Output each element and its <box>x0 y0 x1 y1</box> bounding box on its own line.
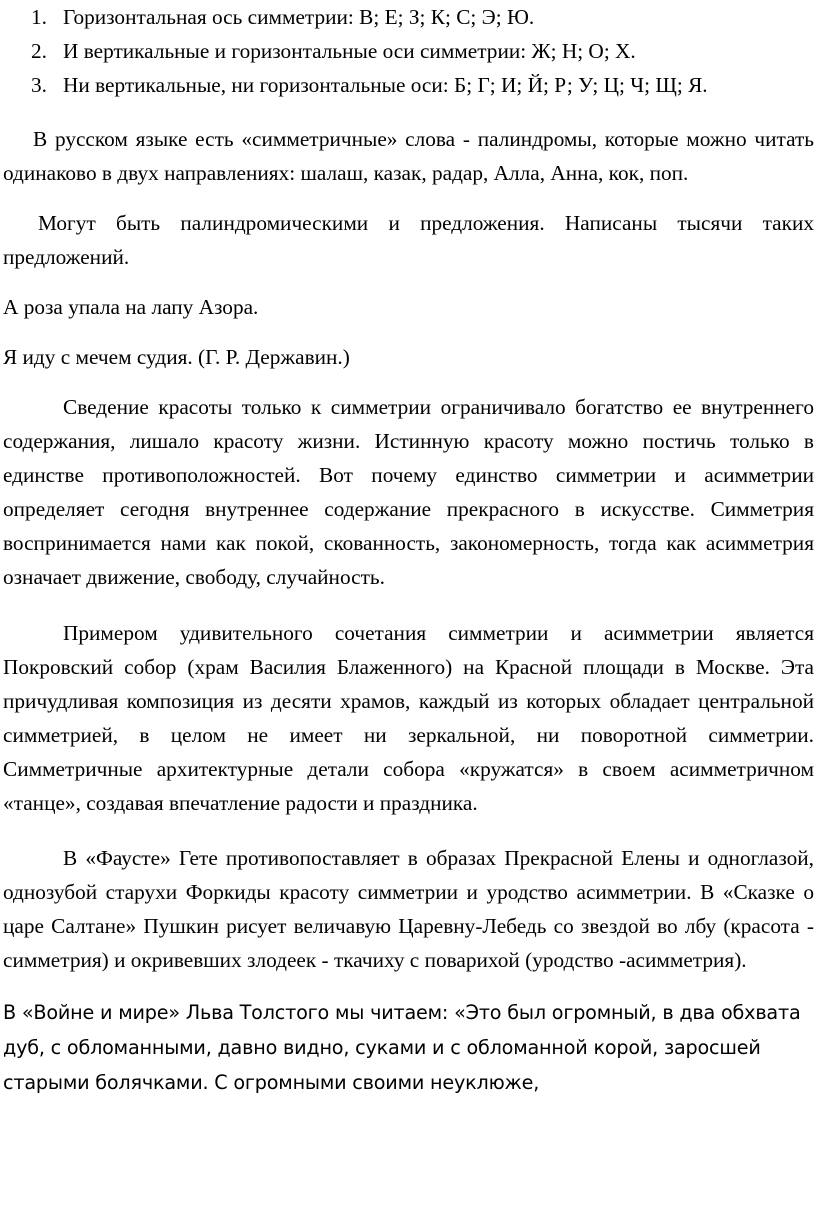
palindrome-sentences-paragraph: Могут быть палиндромическими и предложения. Написаны тысячи таких предложений. <box>3 211 814 269</box>
cathedral-paragraph: Примером удивительного сочетания симметрии и асимметрии является Покровский собор (храм Василия Блаженного) на Красной площади в Москве. Эта причудливая композиция из десяти храмов, каждый из которых обладает центральной симметрией, в целом не имеет ни зеркальной, ни поворотной симметрии. Симметричные архитектурные детали собора «кружатся» в своем асимметричном «танце», создавая впечатление радости и праздника. <box>3 621 814 815</box>
list-item-text: Горизонтальная ось симметрии: В; Е; З; К; С; Э; Ю. <box>63 5 535 29</box>
palindrome-example-2: Я иду с мечем судия. (Г. Р. Державин.) <box>3 345 350 369</box>
tolstoy-paragraph: В «Войне и мире» Льва Толстого мы читаем: «Это был огромный, в два обхвата дуб, с обломанными, давно видно, суками и с обломанной корой, заросшей старыми болячками. С огромными своими неуклюже, <box>3 1001 801 1094</box>
list-item-number: 1. <box>31 5 47 29</box>
list-item-number: 3. <box>31 73 47 97</box>
symmetry-axes-list <box>3 0 814 102</box>
list-item-text: И вертикальные и горизонтальные оси симметрии: Ж; Н; О; Х. <box>63 39 636 63</box>
beauty-symmetry-paragraph: Сведение красоты только к симметрии ограничивало богатство ее внутреннего содержания, лишало красоту жизни. Истинную красоту можно постичь только в единстве противоположностей. Вот почему единство симметрии и асимметрии определяет сегодня внутреннее содержание прекрасного в искусстве. Симметрия воспринимается нами как покой, скованность, закономерность, тогда как асимметрия означает движение, свободу, случайность. <box>3 395 814 589</box>
list-item-number: 2. <box>31 39 47 63</box>
faust-paragraph: В «Фаусте» Гете противопоставляет в образах Прекрасной Елены и одноглазой, однозубой старухи Форкиды красоту симметрии и уродство асимметрии. В «Сказке о царе Салтане» Пушкин рисует величавую Царевну-Лебедь со звездой во лбу (красота - симметрия) и окривевших злодеек - ткачиху с поварихой (уродство -асимметрия). <box>3 846 814 972</box>
list-item <box>31 0 814 34</box>
list-item <box>31 68 814 102</box>
list-item <box>31 34 814 68</box>
palindrome-words-paragraph: В русском языке есть «симметричные» слова - палиндромы, которые можно читать одинаково в двух направлениях: шалаш, казак, радар, Алла, Анна, кок, поп. <box>3 127 814 185</box>
palindrome-example-1: А роза упала на лапу Азора. <box>3 295 259 319</box>
list-item-text: Ни вертикальные, ни горизонтальные оси: Б; Г; И; Й; Р; У; Ц; Ч; Щ; Я. <box>63 73 708 97</box>
